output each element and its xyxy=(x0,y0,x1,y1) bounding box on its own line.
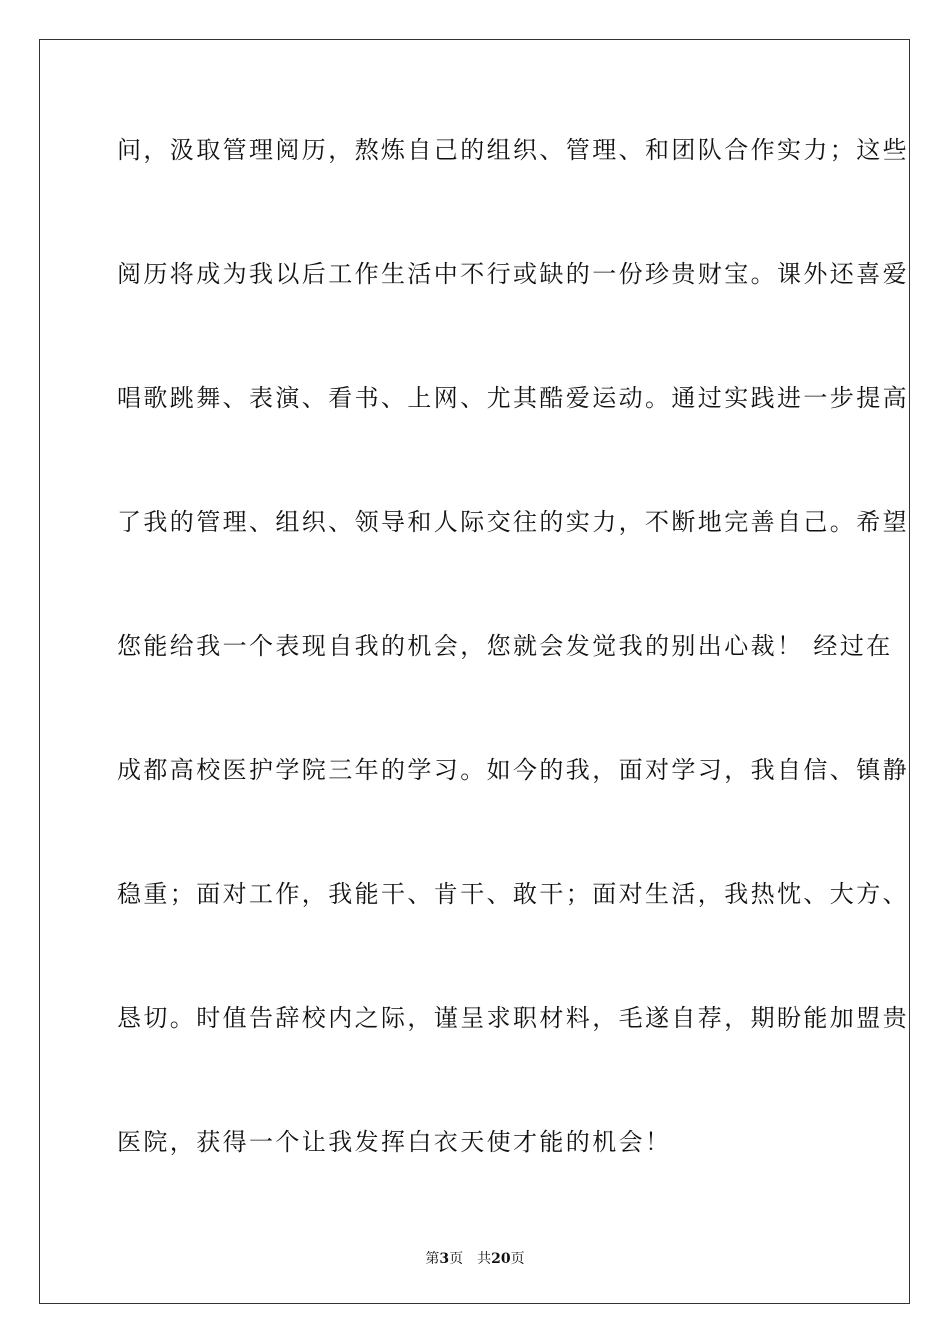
paragraph-line-last: 医院，获得一个让我发挥白衣天使才能的机会！ xyxy=(117,1128,672,1156)
paragraph-line: 了我的管理、组织、领导和人际交往的实力，不断地完善自己。希望 xyxy=(117,508,909,536)
current-page-number: 3 xyxy=(439,1251,450,1267)
page-footer xyxy=(0,1248,950,1268)
paragraph-line: 恳切。时值告辞校内之际，谨呈求职材料，毛遂自荐，期盼能加盟贵 xyxy=(117,1004,909,1032)
document-body xyxy=(117,128,909,1244)
paragraph-line: 成都高校医护学院三年的学习。如今的我，面对学习，我自信、镇静 xyxy=(117,756,909,784)
paragraph-line: 您能给我一个表现自我的机会，您就会发觉我的别出心裁！ 经过在 xyxy=(117,632,893,660)
total-pages-prefix: 共 xyxy=(477,1251,492,1267)
paragraph-line: 唱歌跳舞、表演、看书、上网、尤其酷爱运动。通过实践进一步提高 xyxy=(117,384,909,412)
paragraph-line: 问，汲取管理阅历，熬炼自己的组织、管理、和团队合作实力；这些 xyxy=(117,136,909,164)
paragraph-line: 稳重；面对工作，我能干、肯干、敢干；面对生活，我热忱、大方、 xyxy=(117,880,909,908)
total-page-count: 20 xyxy=(491,1251,511,1267)
paragraph-line: 阅历将成为我以后工作生活中不行或缺的一份珍贵财宝。课外还喜爱 xyxy=(117,260,909,288)
page-number-prefix: 第 xyxy=(425,1251,440,1267)
page-number-suffix: 页 xyxy=(449,1251,464,1267)
total-pages-suffix: 页 xyxy=(510,1251,525,1267)
